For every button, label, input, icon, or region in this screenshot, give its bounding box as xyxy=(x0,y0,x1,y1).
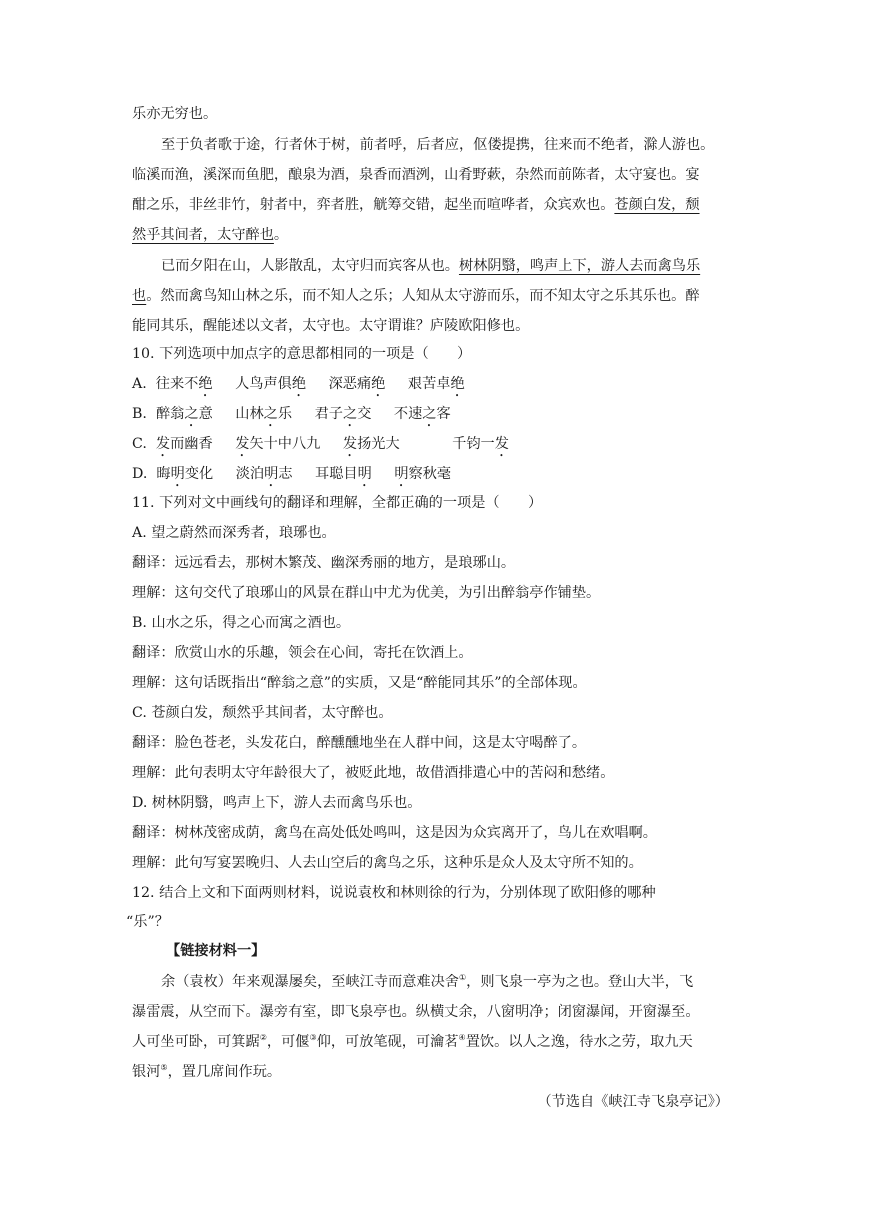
dotted-char: 绝 xyxy=(371,376,386,392)
option-word: 淡泊 xyxy=(235,466,265,482)
underlined-sentence: 树林阴翳，鸣声上下，游人去而禽鸟乐 xyxy=(458,258,701,274)
option-label: D. xyxy=(132,466,148,482)
option-text: 翻译：脸色苍老，头发花白，醉醺醺地坐在人群中间，这是太守喝醉了。 xyxy=(132,735,587,751)
material-line xyxy=(132,1002,700,1022)
material-text: ，则飞泉一亭为之也。登山大半，飞 xyxy=(466,974,694,990)
dotted-char: 之 xyxy=(263,406,278,422)
dotted-char: 发 xyxy=(235,436,250,452)
translation-d xyxy=(132,823,657,843)
material-text: ，置几席间作玩。 xyxy=(167,1064,282,1080)
option-word: 交 xyxy=(357,406,372,422)
translation-a xyxy=(132,553,515,573)
dotted-char: 之 xyxy=(342,406,358,422)
question-text: 12. 结合上文和下面两则材料，说说袁枚和林则徐的行为，分别体现了欧阳修的哪种 xyxy=(132,885,656,901)
passage-line xyxy=(161,135,714,155)
passage-text: 已而夕阳在山，人影散乱，太守归而宾客从也。 xyxy=(161,258,459,274)
option-text: 翻译：远远看去，那树木繁茂、幽深秀丽的地方，是琅琊山。 xyxy=(132,555,516,571)
option-word: 客 xyxy=(436,406,451,422)
option-text: C. 苍颜白发，颓然乎其间者，太守醉也。 xyxy=(132,705,393,721)
passage-line xyxy=(132,286,700,306)
option-label: C. xyxy=(132,436,147,452)
option-word: 不速 xyxy=(393,406,423,422)
option-word: 人鸟声俱 xyxy=(235,376,292,392)
material-source xyxy=(537,1092,729,1112)
source-citation: （节选自《峡江寺飞泉亭记》） xyxy=(537,1094,729,1110)
option-10-d xyxy=(132,464,451,490)
passage-line xyxy=(132,104,217,124)
option-label: A. xyxy=(132,376,147,392)
dotted-char: 明 xyxy=(357,466,372,482)
footnote-marker: ③ xyxy=(309,1033,317,1042)
understanding-c xyxy=(132,763,614,783)
footnote-marker: ④ xyxy=(458,1033,466,1042)
passage-text: 乐亦无穷也。 xyxy=(132,106,218,122)
option-10-c xyxy=(132,434,509,460)
dotted-char: 发 xyxy=(342,436,358,452)
option-word: 变化 xyxy=(184,466,214,482)
dotted-char: 发 xyxy=(494,436,509,452)
footnote-marker: ② xyxy=(259,1033,267,1042)
dotted-char: 绝 xyxy=(198,376,213,392)
material-text: 瀑雷震，从空而下。瀑旁有室，即飞泉亭也。纵横丈余，八窗明净；闭窗瀑闻，开窗瀑至。 xyxy=(132,1004,700,1020)
dotted-char: 绝 xyxy=(450,376,465,392)
dotted-char: 明 xyxy=(264,466,279,482)
option-word: 而幽香 xyxy=(170,436,213,452)
material-text: 余（袁枚）年来观瀑屡矣，至峡江寺而意难决舍 xyxy=(161,974,459,990)
dotted-char: 发 xyxy=(155,436,171,452)
understanding-a xyxy=(132,583,600,603)
underlined-sentence: 然乎其间者，太守醉也 xyxy=(132,227,274,243)
option-label: B. xyxy=(132,406,147,422)
translation-c xyxy=(132,733,586,753)
option-word: 察秋毫 xyxy=(408,466,452,482)
option-word: 千钧一 xyxy=(452,436,495,452)
dotted-char: 明 xyxy=(170,466,185,482)
question-12-stem xyxy=(132,883,656,903)
option-text: 理解：此句写宴罢晚归、人去山空后的禽鸟之乐，这种乐是众人及太守所不知的。 xyxy=(132,855,643,871)
underlined-sentence: 也 xyxy=(132,288,147,304)
dotted-char: 之 xyxy=(184,406,199,422)
option-10-a xyxy=(132,374,465,400)
material-heading: 【链接材料一】 xyxy=(166,943,266,959)
option-word: 艰苦卓 xyxy=(407,376,451,392)
passage-line xyxy=(161,256,700,276)
option-text: 翻译：树林茂密成荫，禽鸟在高处低处鸣叫，这是因为众宾离开了，鸟儿在欢唱啊。 xyxy=(132,825,657,841)
footnote-marker: ⑤ xyxy=(160,1063,168,1072)
option-word: 山林 xyxy=(235,406,264,422)
passage-line xyxy=(132,316,529,336)
material-text: ，可偃 xyxy=(266,1034,310,1050)
passage-line xyxy=(132,225,288,245)
question-text: “乐”？ xyxy=(126,914,169,930)
option-text: 理解：这句交代了琅琊山的风景在群山中尤为优美，为引出醉翁亭作铺垫。 xyxy=(132,585,601,601)
passage-line xyxy=(132,165,700,185)
question-11-stem xyxy=(132,493,542,513)
material-line xyxy=(132,1032,693,1052)
option-word: 矢十中八九 xyxy=(249,436,321,452)
passage-text: 。 xyxy=(273,227,289,243)
option-word: 深恶痛 xyxy=(328,376,372,392)
option-word: 意 xyxy=(198,406,213,422)
understanding-d xyxy=(132,853,643,873)
option-word: 耳聪目 xyxy=(315,466,358,482)
material-text: 置饮。以人之逸，待水之劳，取九天 xyxy=(465,1034,693,1050)
material-text: 仰，可放笔砚，可瀹茗 xyxy=(316,1034,459,1050)
option-11-c xyxy=(132,703,393,723)
option-word: 往来不 xyxy=(155,376,199,392)
material-title xyxy=(166,941,265,961)
dotted-char: 绝 xyxy=(291,376,307,392)
understanding-b xyxy=(132,673,587,693)
option-text: 理解：这句话既指出“醉翁之意”的实质，又是“醉能同其乐”的全部体现。 xyxy=(132,675,587,691)
material-line xyxy=(132,1062,281,1082)
option-word: 晦 xyxy=(156,466,171,482)
question-text: 11. 下列对文中画线句的翻译和理解，全都正确的一项是（ ） xyxy=(132,495,543,511)
option-10-b xyxy=(132,404,451,430)
option-11-a xyxy=(132,523,336,543)
passage-text: 。然而禽鸟知山林之乐，而不知人之乐；人知从太守游而乐，而不知太守之乐其乐也。醉 xyxy=(146,288,700,304)
option-word: 醉翁 xyxy=(155,406,185,422)
dotted-char: 之 xyxy=(422,406,437,422)
option-text: B. 山水之乐，得之心而寓之酒也。 xyxy=(132,615,351,631)
question-text: 10. 下列选项中加点字的意思都相同的一项是（ ） xyxy=(132,346,472,362)
footnote-marker: ① xyxy=(458,973,467,982)
option-word: 扬光大 xyxy=(357,436,400,452)
material-line xyxy=(161,972,693,992)
passage-line xyxy=(132,195,700,215)
material-text: 人可坐可卧，可箕踞 xyxy=(132,1034,260,1050)
underlined-sentence: 苍颜白发，颓 xyxy=(614,197,700,213)
option-11-b xyxy=(132,613,350,633)
option-11-d xyxy=(132,793,421,813)
passage-text: 至于负者歌于途，行者休于树，前者呼，后者应，伛偻提携，往来而不绝者，滁人游也。 xyxy=(161,137,715,153)
dotted-char: 明 xyxy=(394,466,409,482)
option-text: 理解：此句表明太守年龄很大了，被贬此地，故借酒排遣心中的苦闷和愁绪。 xyxy=(132,765,615,781)
question-10-stem xyxy=(132,344,471,364)
option-text: A. 望之蔚然而深秀者，琅琊也。 xyxy=(132,525,336,541)
passage-text: 临溪而渔，溪深而鱼肥，酿泉为酒，泉香而酒洌，山肴野蔌，杂然而前陈者，太守宴也。宴 xyxy=(132,167,700,183)
option-text: D. 树林阴翳，鸣声上下，游人去而禽鸟乐也。 xyxy=(132,795,422,811)
option-word: 乐 xyxy=(277,406,293,422)
material-text: 银河 xyxy=(132,1064,161,1080)
passage-text: 酣之乐，非丝非竹，射者中，弈者胜，觥筹交错，起坐而喧哗者，众宾欢也。 xyxy=(132,197,615,213)
option-text: 翻译：欣赏山水的乐趣，领会在心间，寄托在饮酒上。 xyxy=(132,645,473,661)
option-word: 志 xyxy=(278,466,293,482)
passage-text: 能同其乐，醒能述以文者，太守也。太守谓谁？庐陵欧阳修也。 xyxy=(132,318,530,334)
question-12-stem-cont xyxy=(126,912,169,932)
translation-b xyxy=(132,643,473,663)
option-word: 君子 xyxy=(314,406,343,422)
